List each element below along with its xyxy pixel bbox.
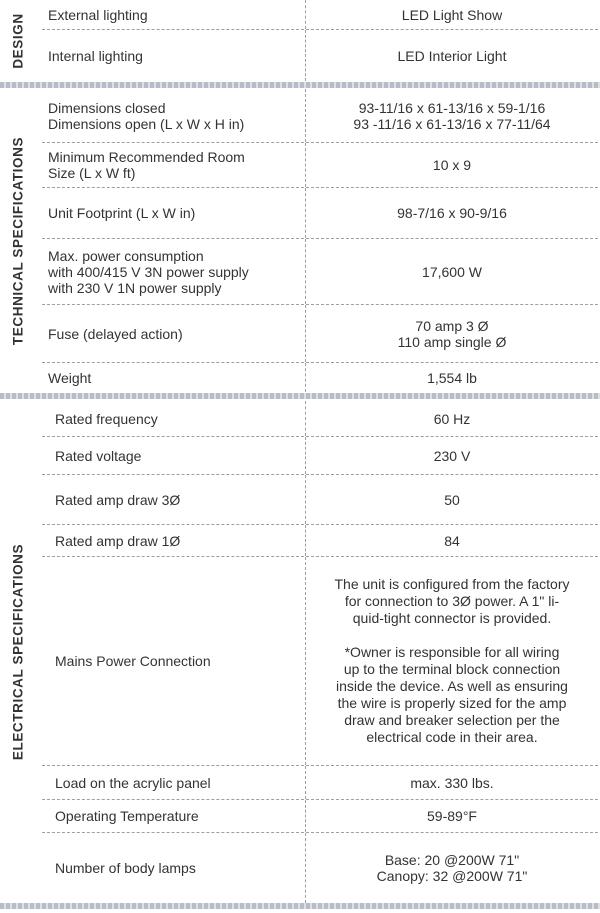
- spec-value: 1,554 lb: [305, 363, 598, 392]
- spec-value: max. 330 lbs.: [305, 766, 598, 799]
- spec-row: [42, 143, 598, 188]
- electrical-section-title: ELECTRICAL SPECIFICATIONS: [10, 543, 26, 761]
- spec-row: [42, 0, 598, 30]
- spec-label: Load on the acrylic panel: [55, 774, 211, 791]
- spec-value: The unit is configured from the factory for connection to 3Ø power. A 1" li- quid-tight connector is provided. *Owner is responsible for all wiring up to the terminal block connection inside the device. As well as ensuring the wire is properly sized for the amp draw and breaker selection per the electrical code in their area.: [305, 557, 598, 765]
- spec-row: [42, 557, 598, 766]
- technical-section: [0, 89, 600, 392]
- spec-row: [42, 363, 598, 392]
- spec-value: 84: [305, 525, 598, 556]
- spec-row: [42, 89, 598, 143]
- spec-label: Fuse (delayed action): [48, 325, 183, 342]
- electrical-section: [0, 401, 600, 903]
- spec-row: [42, 475, 598, 525]
- spec-row: [42, 525, 598, 557]
- spec-row: [42, 30, 598, 81]
- spec-label: Rated amp draw 3Ø: [55, 491, 181, 508]
- spec-label: Number of body lamps: [55, 860, 196, 876]
- spec-row: [42, 437, 598, 475]
- technical-section-title: TECHNICAL SPECIFICATIONS: [10, 136, 26, 345]
- spec-value: 59-89°F: [305, 800, 598, 832]
- spec-value: 10 x 9: [305, 143, 598, 187]
- spec-row: [42, 800, 598, 833]
- spec-label: Operating Temperature: [55, 808, 199, 824]
- spec-label: Internal lighting: [48, 47, 143, 64]
- section-divider: [0, 903, 600, 909]
- spec-label: Rated voltage: [55, 447, 142, 464]
- section-divider: [0, 82, 600, 88]
- spec-label: External lighting: [48, 6, 148, 23]
- section-divider: [0, 393, 600, 399]
- spec-value: LED Interior Light: [305, 30, 598, 81]
- spec-value: 98-7/16 x 90-9/16: [305, 188, 598, 238]
- spec-value: 17,600 W: [305, 239, 598, 304]
- spec-value: LED Light Show: [305, 0, 598, 29]
- spec-value: Base: 20 @200W 71" Canopy: 32 @200W 71": [305, 833, 598, 903]
- spec-row: [42, 188, 598, 239]
- design-section: [0, 0, 600, 81]
- spec-label: Rated frequency: [55, 410, 158, 427]
- spec-label: Unit Footprint (L x W in): [48, 205, 196, 221]
- spec-value: 93-11/16 x 61-13/16 x 59-1/16 93 -11/16 x 61-13/16 x 77-11/64: [305, 89, 598, 142]
- spec-value: 230 V: [305, 437, 598, 474]
- spec-row: [42, 401, 598, 437]
- spec-value: 70 amp 3 Ø 110 amp single Ø: [305, 305, 598, 362]
- spec-value: 60 Hz: [305, 401, 598, 436]
- spec-row: [42, 239, 598, 305]
- spec-label: Weight: [48, 369, 92, 386]
- spec-value: 50: [305, 475, 598, 524]
- spec-label: Rated amp draw 1Ø: [55, 532, 181, 549]
- spec-row: [42, 305, 598, 363]
- design-section-title: DESIGN: [10, 12, 26, 69]
- spec-row: [42, 766, 598, 800]
- spec-label: Dimensions closed Dimensions open (L x W x H in): [48, 99, 245, 132]
- spec-label: Minimum Recommended Room Size (L x W ft): [48, 149, 245, 181]
- spec-row: [42, 833, 598, 903]
- spec-label: Max. power consumption with 400/415 V 3N power supply with 230 V 1N power supply: [48, 247, 249, 296]
- spec-label: Mains Power Connection: [55, 653, 211, 669]
